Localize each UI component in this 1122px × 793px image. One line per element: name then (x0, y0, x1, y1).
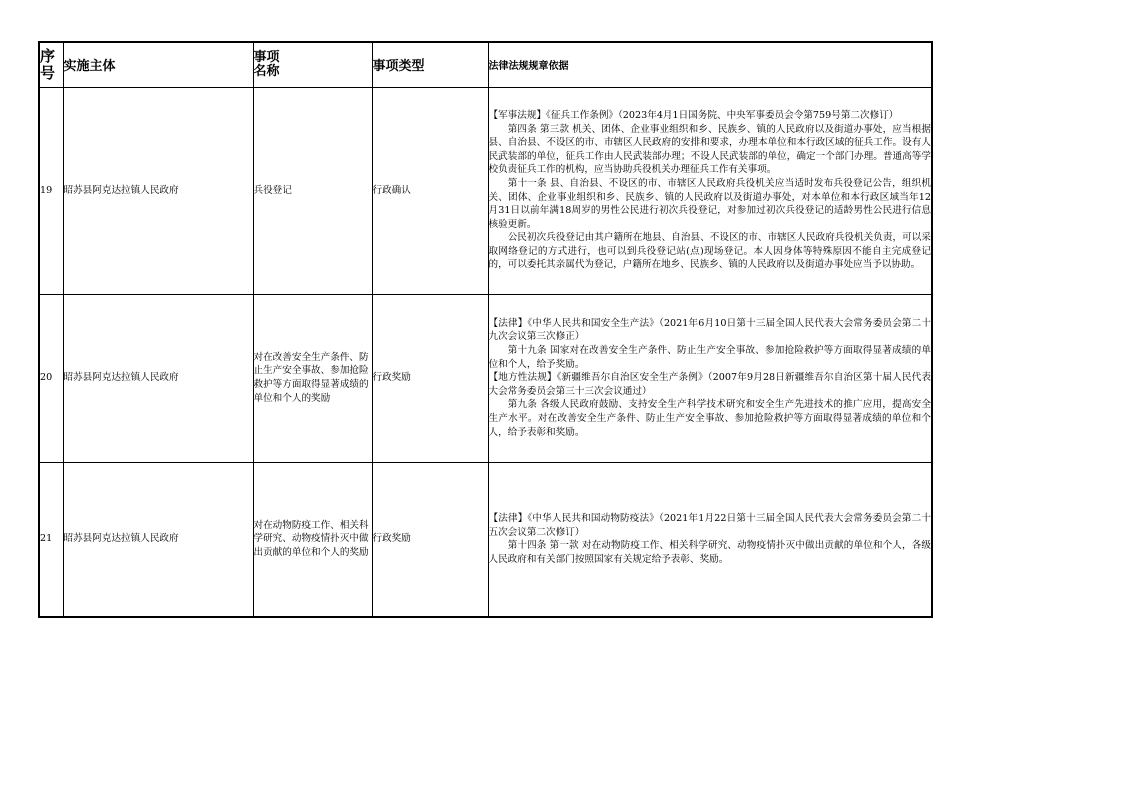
row-entity: 昭苏县阿克达拉镇人民政府 (63, 294, 253, 462)
basis-paragraph: 第四条 第三款 机关、团体、企业事业组织和乡、民族乡、镇的人民政府以及街道办事处，应当根据县、自治县、不设区的市、市辖区人民政府的安排和要求，办理本单位和本行政区域的征兵工作。设有人民武装部的单位，征兵工作由人民武装部办理；不设人民武装部的单位，确定一个部门办理。普通高等学校负责征兵工作的机构，应当协助兵役机关办理征兵工作有关事项。 (488, 123, 931, 176)
header-name (253, 42, 372, 87)
row-item-name: 对在动物防疫工作、相关科学研究、动物疫情扑灭中做出贡献的单位和个人的奖励 (253, 462, 372, 617)
row-legal-basis (488, 87, 932, 294)
row-item-type: 行政奖励 (372, 294, 488, 462)
table-row (39, 87, 932, 294)
row-item-name: 兵役登记 (253, 87, 372, 294)
basis-paragraph: 公民初次兵役登记由其户籍所在地县、自治县、不设区的市、市辖区人民政府兵役机关负责，可以采取网络登记的方式进行，也可以到兵役登记站(点)现场登记。本人因身体等特殊原因不能自主完成登记的，可以委托其亲属代为登记，户籍所在地乡、民族乡、镇的人民政府以及街道办事处应当予以协助。 (488, 232, 931, 271)
basis-paragraph: 【地方性法规】《新疆维吾尔自治区安全生产条例》（2007年9月28日新疆维吾尔自治区第十届人民代表大会常务委员会第三十三次会议通过） (488, 372, 931, 397)
basis-paragraph: 【法律】《中华人民共和国安全生产法》（2021年6月10日第十三届全国人民代表大会常务委员会第二十九次会议第三次修正） (488, 317, 931, 343)
row-seq: 19 (39, 87, 63, 294)
header-seq-text: 序号 (40, 46, 56, 82)
row-item-name: 对在改善安全生产条件、防止生产安全事故、参加抢险救护等方面取得显著成绩的单位和个人的奖励 (253, 294, 372, 462)
table-row (39, 462, 932, 617)
header-name-text: 事项名称 (253, 49, 280, 79)
basis-paragraph: 第十九条 国家对在改善安全生产条件、防止生产安全事故、参加抢险救护等方面取得显著成绩的单位和个人，给予奖励。 (488, 345, 931, 370)
row-seq: 20 (39, 294, 63, 462)
basis-paragraph: 【法律】《中华人民共和国动物防疫法》（2021年1月22日第十三届全国人民代表大会常务委员会第二十五次会议第二次修订） (488, 513, 931, 538)
matters-table (38, 41, 933, 618)
row-entity: 昭苏县阿克达拉镇人民政府 (63, 87, 253, 294)
row-seq: 21 (39, 462, 63, 617)
header-type: 事项类型 (372, 42, 488, 87)
basis-paragraph: 第十一条 县、自治县、不设区的市、市辖区人民政府兵役机关应当适时发布兵役登记公告，组织机关、团体、企业事业组织和乡、民族乡、镇的人民政府以及街道办事处，对本单位和本行政区域当年12月31日以前年满18周岁的男性公民进行初次兵役登记，对参加过初次兵役登记的适龄男性公民进行信息核验更新。 (488, 177, 931, 230)
row-item-type: 行政奖励 (372, 462, 488, 617)
basis-paragraph: 【军事法规】《征兵工作条例》（2023年4月1日国务院、中央军事委员会令第759号第二次修订） (488, 109, 899, 121)
basis-paragraph: 第九条 各级人民政府鼓励、支持安全生产科学技术研究和安全生产先进技术的推广应用，提高安全生产水平。对在改善安全生产条件、防止生产安全事故、参加抢险救护等方面取得显著成绩的单位和个人，给予表彰和奖励。 (488, 399, 931, 438)
row-entity: 昭苏县阿克达拉镇人民政府 (63, 462, 253, 617)
row-legal-basis (488, 462, 932, 617)
basis-paragraph: 第十四条 第一款 对在动物防疫工作、相关科学研究、动物疫情扑灭中做出贡献的单位和个人，各级人民政府和有关部门按照国家有关规定给予表彰、奖励。 (488, 540, 931, 565)
row-item-type: 行政确认 (372, 87, 488, 294)
row-legal-basis (488, 294, 932, 462)
header-row (39, 42, 932, 87)
header-entity: 实施主体 (63, 42, 253, 87)
header-basis: 法律法规规章依据 (488, 42, 932, 87)
header-seq (39, 42, 63, 87)
table-row (39, 294, 932, 462)
